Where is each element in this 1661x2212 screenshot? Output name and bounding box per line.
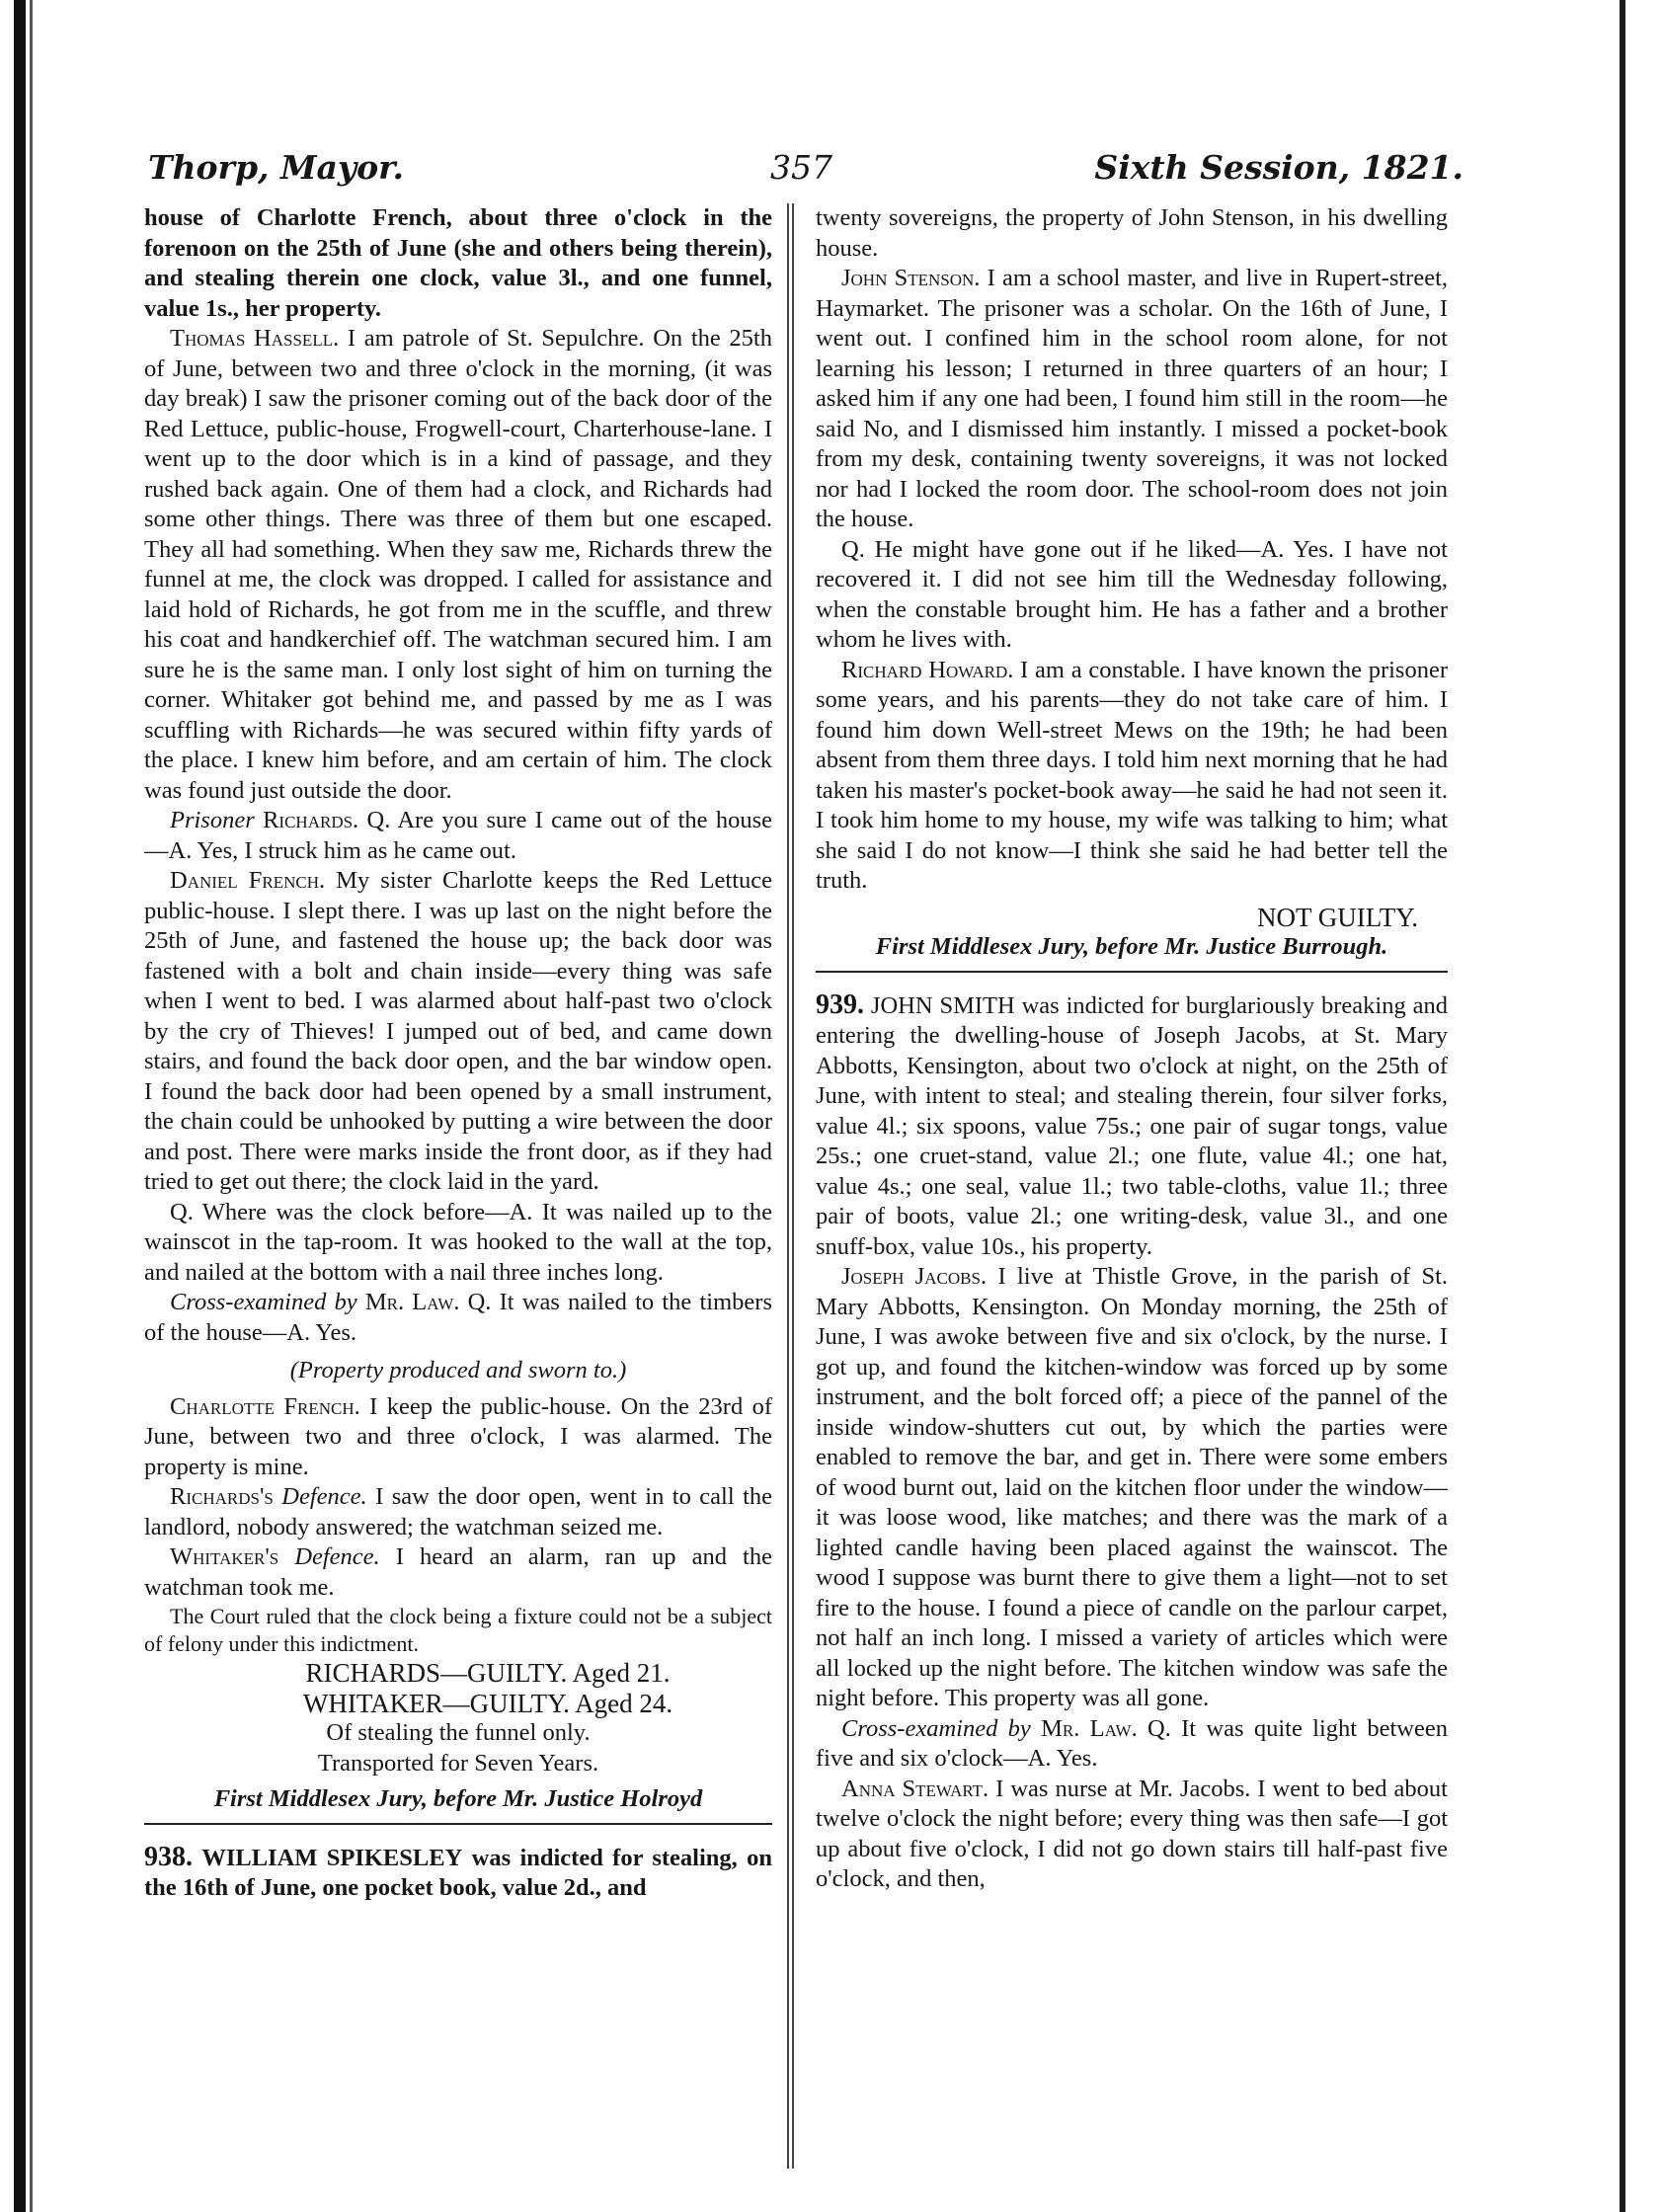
testimony-text: I saw the door open, went in to call the landlord, nobody answered; the watchman seized me. xyxy=(144,1483,773,1540)
testimony-text: Q. It was nailed to the timbers of the house—A. Yes. xyxy=(144,1289,772,1346)
testimony xyxy=(816,1262,1448,1714)
speaker-prefix: Cross-examined by xyxy=(841,1714,1031,1742)
running-header xyxy=(148,148,1463,192)
testimony-text: I am a school master, and live in Rupert-street, Haymarket. The prisoner was a scholar. On the 16th of June, I went out. I confined him in the school room alone, for not learning his lesson; I returned in three quarters of an hour; I asked him if any one had been, I found him still in the room—he said No, and I dismissed him instantly. I missed a pocket-book from my desk, containing twenty sovereigns, it was not locked nor had I locked the room door. The school-room does not join the house. xyxy=(816,265,1449,532)
speaker: Whitaker's xyxy=(170,1543,279,1570)
case-entry xyxy=(144,1843,772,1904)
binding-edge xyxy=(14,0,26,2212)
testimony xyxy=(816,1714,1448,1775)
speaker: Anna Stewart. xyxy=(841,1775,989,1802)
page-number: 357 xyxy=(770,148,832,187)
testimony-text: Q. Are you sure I came out of the house—A. Yes, I struck him as he came out. xyxy=(144,807,773,864)
court-ruling: The Court ruled that the clock being a fixture could not be a subject of felony under this indictment. xyxy=(144,1604,772,1656)
speaker: Richards's xyxy=(170,1483,274,1510)
testimony xyxy=(144,1392,772,1483)
speaker: Charlotte French. xyxy=(170,1392,360,1420)
testimony xyxy=(144,1288,772,1348)
speaker: Thomas Hassell. xyxy=(170,325,340,352)
speaker-tail: Defence. xyxy=(294,1543,380,1570)
speaker: Mr. Law. xyxy=(364,1289,460,1315)
case-text: was indicted for stealing, on the 16th of June, one pocket book, value 2d., and xyxy=(144,1844,772,1901)
speaker: Mr. Law. xyxy=(1041,1714,1138,1742)
speaker-tail: Defence. xyxy=(281,1483,367,1510)
speaker: Joseph Jacobs. xyxy=(841,1263,988,1290)
case-text: was indicted for burglariously breaking and entering the dwelling-house of Joseph Jacobs, at St. Mary Abbotts, Kensington, about two o'clock at night, on the 25th of June, with intent to steal; and stealing therein, four silver forks, value 4l.; six spoons, value 75s.; one pair of sugar tongs, value 25s.; one cruet-stand, value 2l.; one flute, value 4l.; one hat, value 4s.; one seal, value 1l.; two table-cloths, value 1l.; three pair of boots, value 2l.; one writing-desk, value 3l., and one snuff-box, value 10s., his property. xyxy=(816,991,1449,1260)
testimony xyxy=(816,656,1448,897)
right-column xyxy=(816,203,1448,1895)
testimony xyxy=(144,866,772,1198)
section-rule xyxy=(144,1823,772,1825)
binding-edge-inner xyxy=(30,0,33,2212)
case-entry xyxy=(816,990,1448,1263)
testimony xyxy=(144,806,772,866)
verdict: RICHARDS—GUILTY. Aged 21. xyxy=(305,1658,671,1688)
case-name: WILLIAM SPIKESLEY xyxy=(201,1844,463,1871)
column-divider xyxy=(787,203,794,2169)
testimony xyxy=(816,264,1448,535)
testimony-text: I was nurse at Mr. Jacobs. I went to bed about twelve o'clock the night before; every thing was then safe—I got up about five o'clock, I did not go down stairs till half-past five o'clock, and then, xyxy=(816,1775,1448,1892)
verdict: NOT GUILTY. xyxy=(1256,902,1418,932)
testimony xyxy=(144,1482,772,1542)
testimony xyxy=(816,1775,1448,1895)
sentence: Transported for Seven Years. xyxy=(317,1749,599,1777)
speaker-prefix: Cross-examined by xyxy=(170,1289,357,1315)
paragraph: Q. He might have gone out if he liked—A. Yes. I have not recovered it. I did not see him till the Wednesday following, when the constable brought him. He has a father and a brother whom he lives with. xyxy=(816,535,1448,653)
header-mayor: Thorp, Mayor. xyxy=(148,148,404,187)
verdict: WHITAKER—GUILTY. Aged 24. xyxy=(302,1688,673,1718)
testimony-text: I am patrole of St. Sepulchre. On the 25th of June, between two and three o'clock in the morning, (it was day break) I saw the prisoner coming out of the back door of the Red Lettuce, public-house, Frogwell-court, Charterhouse-lane. I went up to the door which is in a kind of passage, and they rushed back again. One of them had a clock, and Richards had some other things. There was three of them but one escaped. They all had something. When they saw me, Richards threw the funnel at me, the clock was dropped. I called for assistance and laid hold of Richards, he got from me in the scuffle, and threw his coat and handkerchief off. The watchman secured him. I am sure he is the same man. I only lost sight of him on turning the corner. Whitaker got behind me, and passed by me as I was scuffling with Richards—he was secured within fifty yards of the place. I knew him before, and am certain of him. The clock was found just outside the door. xyxy=(144,325,772,804)
left-column xyxy=(144,203,772,1904)
case-name: JOHN SMITH xyxy=(870,991,1015,1019)
testimony-text: Q. It was quite light between five and six o'clock—A. Yes. xyxy=(816,1714,1448,1772)
speaker-prefix: Prisoner xyxy=(170,807,255,833)
verdict-note: Of stealing the funnel only. xyxy=(326,1719,591,1746)
paragraph: house of Charlotte French, about three o'clock in the forenoon on the 25th of June (she and others being therein), and stealing therein one clock, value 3l., and one funnel, value 1s., her property. xyxy=(144,204,772,322)
jury-line: First Middlesex Jury, before Mr. Justice Holroyd xyxy=(213,1785,703,1812)
testimony-text: I live at Thistle Grove, in the parish of St. Mary Abbotts, Kensington. On Monday morning, the 25th of June, I was awoke between five and six o'clock, by the nurse. I got up, and found the kitchen-window was forced up by some instrument, and the bolt forced off; a piece of the pannel of the inside window-shutters cut out, by which the parties were enabled to remove the bar, and get in. There were some embers of wood burnt out, laid on the kitchen floor under the window—it was loose wood, like matches; and there was the mark of a lighted candle having been placed against the wainscot. The wood I suppose was burnt there to give them a light—not to set fire to the house. I found a piece of candle on the parlour carpet, not half an inch long. I missed a variety of articles which were all locked up the night before. The kitchen window was safe the night before. This property was all gone. xyxy=(816,1263,1448,1711)
page-edge-right xyxy=(1620,0,1625,2212)
paragraph: Q. Where was the clock before—A. It was nailed up to the wainscot in the tap-room. It was hooked to the wall at the top, and nailed at the bottom with a nail three inches long. xyxy=(144,1198,772,1286)
speaker: John Stenson. xyxy=(841,265,981,291)
speaker: Richards. xyxy=(263,807,359,833)
testimony-text: I heard an alarm, ran up and the watchman took me. xyxy=(144,1543,772,1601)
testimony xyxy=(144,1542,772,1603)
section-rule xyxy=(816,971,1448,973)
testimony-text: I am a constable. I have known the prisoner some years, and his parents—they do not take care of him. I found him down Well-street Mews on the 19th; he had been absent from them three days. I told him next morning that he had taken his master's pocket-book away—he said he had not seen it. I took him home to my house, my wife was talking to him; what she said I do not know—I think she said he had better tell the truth. xyxy=(816,656,1448,894)
speaker: Daniel French. xyxy=(170,867,326,894)
paragraph: twenty sovereigns, the property of John Stenson, in his dwelling house. xyxy=(816,204,1448,262)
testimony-text: My sister Charlotte keeps the Red Lettuce public-house. I slept there. I was up last on the night before the 25th of June, and fastened the house up; the back door was fastened with a bolt and chain inside—every thing was safe when I went to bed. I was alarmed about half-past two o'clock by the cry of Thieves! I jumped out of bed, and came down stairs, and found the back door open, and the bar window open. I found the back door had been opened by a small instrument, the chain could be unhooked by putting a wire between the door and post. There were marks inside the front door, as if they had tried to get out there; the clock laid in the yard. xyxy=(144,867,773,1195)
header-session: Sixth Session, 1821. xyxy=(1094,148,1463,187)
case-number: 939. xyxy=(816,988,864,1020)
testimony xyxy=(144,324,772,806)
jury-line: First Middlesex Jury, before Mr. Justice Burrough. xyxy=(875,933,1388,960)
testimony-text: I keep the public-house. On the 23rd of June, between two and three o'clock, I was alarmed. The property is mine. xyxy=(144,1392,772,1480)
case-number: 938. xyxy=(144,1841,193,1872)
stage-note: (Property produced and sworn to.) xyxy=(289,1357,627,1383)
speaker: Richard Howard. xyxy=(841,656,1014,683)
